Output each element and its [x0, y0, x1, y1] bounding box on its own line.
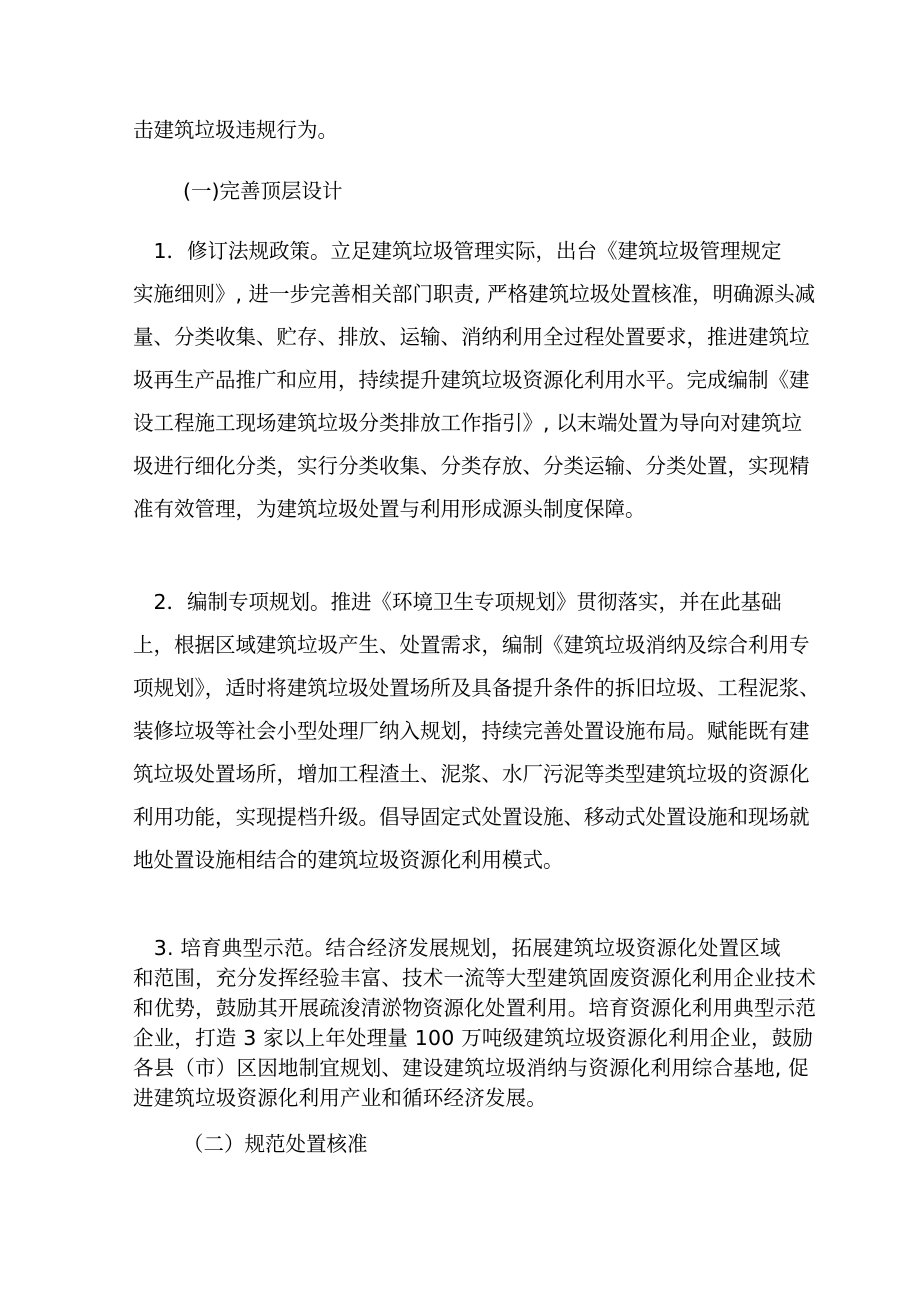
- section-heading-2: [183, 1129, 843, 1159]
- text-line: 2．编制专项规划。推进《环境卫生专项规划》贯彻落实，并在此基础: [133, 590, 782, 614]
- text-line: 企业，打造 3 家以上年处理量 100 万吨级建筑垃圾资源化利用企业，鼓励: [133, 1026, 814, 1050]
- paragraph-1: [133, 230, 816, 531]
- text-line: 实施细则》, 进一步完善相关部门职责, 严格建筑垃圾处置核准，明确源头减: [133, 282, 816, 306]
- text-line: 1．修订法规政策。立足建筑垃圾管理实际，出台《建筑垃圾管理规定: [133, 239, 782, 263]
- text-line: 筑垃圾处置场所，增加工程渣土、泥浆、水厂污泥等类型建筑垃圾的资源化: [133, 762, 810, 786]
- text-line: 和优势，鼓励其开展疏浚清淤物资源化处置利用。培育资源化利用典型示范: [133, 996, 817, 1020]
- text-line: 和范围，充分发挥经验丰富、技术一流等大型建筑固废资源化利用企业技术: [133, 966, 817, 990]
- section-heading-1: [183, 176, 843, 206]
- paragraph-2: [133, 581, 820, 882]
- text-line: 各县（市）区因地制宜规划、建设建筑垃圾消纳与资源化利用综合基地, 促: [133, 1056, 809, 1080]
- text-line: 击建筑垃圾违规行为。: [133, 118, 338, 142]
- text-line: 上，根据区域建筑垃圾产生、处置需求，编制《建筑垃圾消纳及综合利用专: [133, 633, 810, 657]
- paragraph-3: [133, 933, 817, 1113]
- text-line: 进建筑垃圾资源化利用产业和循环经济发展。: [133, 1086, 547, 1110]
- text-line: 圾进行细化分类，实行分类收集、分类存放、分类运输、分类处置，实现精: [133, 454, 810, 478]
- heading-text: (一)完善顶层设计: [183, 179, 343, 203]
- text-line: 量、分类收集、贮存、排放、运输、消纳利用全过程处置要求，推进建筑垃: [133, 325, 810, 349]
- text-line: 设工程施工现场建筑垃圾分类排放工作指引》, 以末端处置为导向对建筑垃: [133, 411, 803, 435]
- text-line: 项规划》，适时将建筑垃圾处置场所及具备提升条件的拆旧垃圾、工程泥浆、: [133, 676, 820, 700]
- heading-text: （二）规范处置核准: [183, 1132, 368, 1156]
- text-line: 地处置设施相结合的建筑垃圾资源化利用模式。: [133, 848, 564, 872]
- text-line: 利用功能，实现提档升级。倡导固定式处置设施、移动式处置设施和现场就: [133, 805, 810, 829]
- lead-line: [133, 115, 793, 145]
- text-line: 装修垃圾等社会小型处理厂纳入规划，持续完善处置设施布局。赋能既有建: [133, 719, 810, 743]
- text-line: 圾再生产品推广和应用，持续提升建筑垃圾资源化利用水平。完成编制《建: [133, 368, 810, 392]
- text-line: 3. 培育典型示范。结合经济发展规划，拓展建筑垃圾资源化处置区域: [133, 936, 781, 960]
- text-line: 准有效管理，为建筑垃圾处置与利用形成源头制度保障。: [133, 497, 646, 521]
